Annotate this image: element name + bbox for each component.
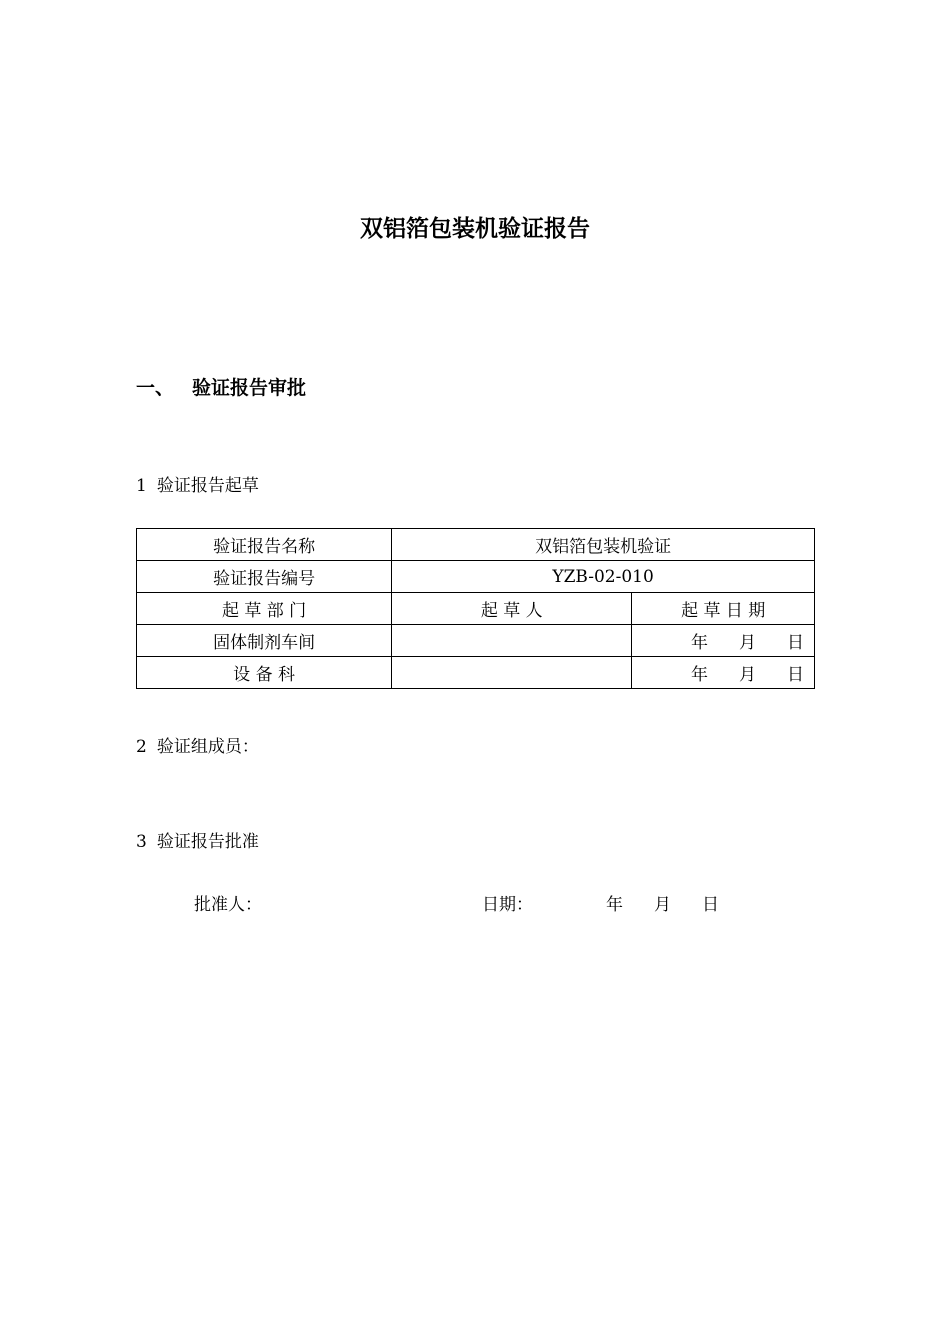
day-label: 日 (787, 665, 804, 685)
approval-month-label: 月 (654, 895, 671, 915)
section-heading-approval (136, 373, 306, 400)
subheading-members (136, 732, 259, 757)
header-person: 起 草 人 (392, 593, 632, 625)
approval-date-label: 日期： (482, 895, 533, 915)
approval-day-label: 日 (702, 895, 719, 915)
month-label: 月 (739, 665, 756, 685)
dept-cell: 设 备 科 (137, 657, 392, 689)
subheading-approval (136, 827, 259, 852)
table-header-row (137, 593, 815, 625)
document-title: 双铝箔包装机验证报告 (360, 216, 590, 242)
table-row (137, 529, 815, 561)
report-name-value: 双铝箔包装机验证 (392, 529, 815, 561)
header-date: 起 草 日 期 (632, 593, 815, 625)
year-label: 年 (691, 665, 708, 685)
subheading-number: 1 (136, 476, 147, 496)
approval-line (194, 890, 814, 914)
section-label: 验证报告审批 (192, 377, 307, 399)
table-row (137, 657, 815, 689)
date-cell (632, 625, 815, 657)
section-number: 一、 (136, 377, 175, 399)
month-label: 月 (739, 633, 756, 653)
day-label: 日 (787, 633, 804, 653)
subheading-drafting (136, 471, 259, 496)
person-cell (392, 625, 632, 657)
subheading-number: 3 (136, 832, 147, 852)
dept-cell: 固体制剂车间 (137, 625, 392, 657)
year-label: 年 (691, 633, 708, 653)
table-row (137, 561, 815, 593)
approver-label: 批准人： (194, 895, 262, 915)
person-cell (392, 657, 632, 689)
date-cell (632, 657, 815, 689)
report-number-label: 验证报告编号 (137, 561, 392, 593)
report-name-label: 验证报告名称 (137, 529, 392, 561)
table-row (137, 625, 815, 657)
header-dept: 起 草 部 门 (137, 593, 392, 625)
approval-year-label: 年 (606, 895, 623, 915)
subheading-label: 验证报告起草 (156, 476, 259, 496)
subheading-number: 2 (136, 737, 147, 757)
subheading-label: 验证报告批准 (156, 832, 259, 852)
subheading-label: 验证组成员： (156, 737, 259, 757)
drafting-table (136, 528, 815, 689)
report-number-value: YZB-02-010 (392, 561, 815, 593)
